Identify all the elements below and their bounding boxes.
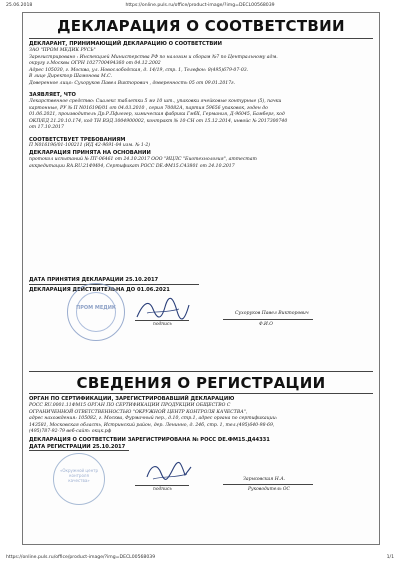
text-line: Адрес 105030, г. Москва, ул. Новослободская, д. 14/19, стр. 1, Телефон: 8(495)679-07-03. xyxy=(29,67,249,73)
signature-line xyxy=(135,485,189,486)
text-line: ОКП/ЕД 21.20.10.174, код ТН ВЭД 3004900002, контракт № 10-СН от 15.12.2014, инвойс № 2017300740 xyxy=(29,118,288,124)
print-url: https://online.puls.ru/office/product-image/?img=DECL00568039 xyxy=(125,3,275,8)
adoption-date: ДАТА ПРИНЯТИЯ ДЕКЛАРАЦИИ 25.10.2017 xyxy=(29,277,159,283)
declaration-title: ДЕКЛАРАЦИЯ О СООТВЕТСТВИИ xyxy=(57,17,345,35)
signature-caption: подпись xyxy=(153,322,172,327)
text-line: ОГРАНИЧЕННОЙ ОТВЕТСТВЕННОСТЬЮ "ОКРУЖНОЙ ЦЕНТР КОНТРОЛЯ КАЧЕСТВА", xyxy=(29,409,248,415)
text-line: от 17.10.2017 xyxy=(29,125,64,131)
text-line: П N016196/01-100211 (ИД 42-9691-04 изм. № 1-2) xyxy=(29,143,151,148)
certification-seal xyxy=(53,453,105,505)
text-line: ЗАО "ПРОМ МЕДИК РУСЬ" xyxy=(29,48,96,53)
registrar-signature xyxy=(143,459,195,485)
print-header xyxy=(6,3,394,11)
registration-date: ДАТА РЕГИСТРАЦИИ 25.10.2017 xyxy=(29,444,126,450)
signature-line xyxy=(135,320,189,321)
registration-number: ДЕКЛАРАЦИЯ О СООТВЕТСТВИИ ЗАРЕГИСТРИРОВАНА № РОСС DE.ФМ15.Д44331 xyxy=(29,437,270,443)
organ-heading: ОРГАН ПО СЕРТИФИКАЦИИ, ЗАРЕГИСТРИРОВАВШИЙ ДЕКЛАРАЦИЮ xyxy=(29,396,235,402)
basis-heading: ДЕКЛАРАЦИЯ ПРИНЯТА НА ОСНОВАНИИ xyxy=(29,150,151,156)
text-line: протокол испытаний № ПТ-06461 от 24.10.2017 ООО "ИЦЛС "Биотехнология", аттестат xyxy=(29,157,257,162)
text-line: В лице Директор Шамонова М.С. xyxy=(29,74,113,80)
declarant-heading: ДЕКЛАРАНТ, ПРИНИМАЮЩИЙ ДЕКЛАРАЦИЮ О СООТВЕТСТВИИ xyxy=(29,41,222,47)
text-line: 01.06.2021, производитель Др.Р.Пфлегер, химическая фабрика ГмбХ, Германия, Д-96045, Бамберг, код xyxy=(29,112,285,118)
requirements-heading: СООТВЕТСТВУЕТ ТРЕБОВАНИЯМ xyxy=(29,137,126,143)
divider xyxy=(29,371,373,372)
text-line: картонные, РУ № П N016196/01 от 04.03.2010 , серия 70082А, партия 59656 упаковок, годен до xyxy=(29,105,268,111)
valid-until: ДЕКЛАРАЦИЯ ДЕЙСТВИТЕЛЬНА ДО 01.06.2021 xyxy=(29,287,170,293)
text-line: (495)787-92-79 веб-сайт: окцк.рф xyxy=(29,429,112,435)
print-page-number: 1/1 xyxy=(386,555,394,560)
claims-heading: ЗАЯВЛЯЕТ, ЧТО xyxy=(29,92,76,98)
print-footer-url: https://online.puls.ru/office/product-image/?img=DECL00568039 xyxy=(6,555,156,560)
text-line: аккредитации RA.RU.21ФМ04, Сертификат РОСС DE.ФМ15.С43801 от 24.10.2017 xyxy=(29,163,235,169)
text-line: Лекарственное средство: Сиалекс таблетки 5 мг 10 шт., упаковки ячейковые контурные (5), пачки xyxy=(29,99,282,104)
text-line: 143581, Московская область, Истринский район, дер. Ленинно, д. 24б, стр. 1, тел.(495)640-98-69, xyxy=(29,422,275,428)
registrar-caption: Руководитель ОС xyxy=(248,487,290,492)
divider xyxy=(29,284,199,285)
basis-text xyxy=(29,157,369,170)
print-footer xyxy=(6,555,394,563)
requirements-text xyxy=(29,143,369,150)
divider xyxy=(29,393,373,394)
print-date: 25.06.2018 xyxy=(6,3,33,8)
text-line: РОСС RU.0001.11ФМ15 ОРГАН ПО СЕРТИФИКАЦИИ ПРОДУКЦИИ ОБЩЕСТВО С xyxy=(29,403,231,408)
company-seal xyxy=(67,283,125,341)
declarant-text xyxy=(29,48,369,88)
text-line: округу г.Москвы ОГРН 1027700494360 от 04.12.2002 xyxy=(29,61,161,67)
claims-text xyxy=(29,99,369,132)
text-line: Зарегистрировано : Инспекцией Министерства РФ по налогам и сборам №7 по Центральному адм. xyxy=(29,54,278,60)
text-line: адрес нахождения: 105082, г. Москва, Фурмачный пер., д.10, стр.1, адрес органа по сертификации: xyxy=(29,416,278,422)
text-line: Доверенное лицо: Сухоруков Павел Викторович , доверенность 05 от 09.01.2017г. xyxy=(29,80,235,86)
organ-text xyxy=(29,403,369,436)
signature-caption-2: подпись xyxy=(153,487,172,492)
registration-title: СВЕДЕНИЯ О РЕГИСТРАЦИИ xyxy=(76,374,326,392)
signer-name: Сухоруков Павел Викторович xyxy=(235,311,309,316)
registrar-name: Зарьковская Н.А. xyxy=(243,477,286,482)
divider xyxy=(29,450,129,451)
signer-caption: Ф.И.О xyxy=(259,322,273,327)
signer-line xyxy=(223,319,313,320)
certification-seal-text: «Окружной центр контроля качества» xyxy=(59,468,99,483)
divider xyxy=(29,38,373,39)
company-seal-text: ПРОМ МЕДИК xyxy=(76,305,116,311)
registrar-line xyxy=(223,484,313,485)
declaration-document xyxy=(22,12,380,545)
